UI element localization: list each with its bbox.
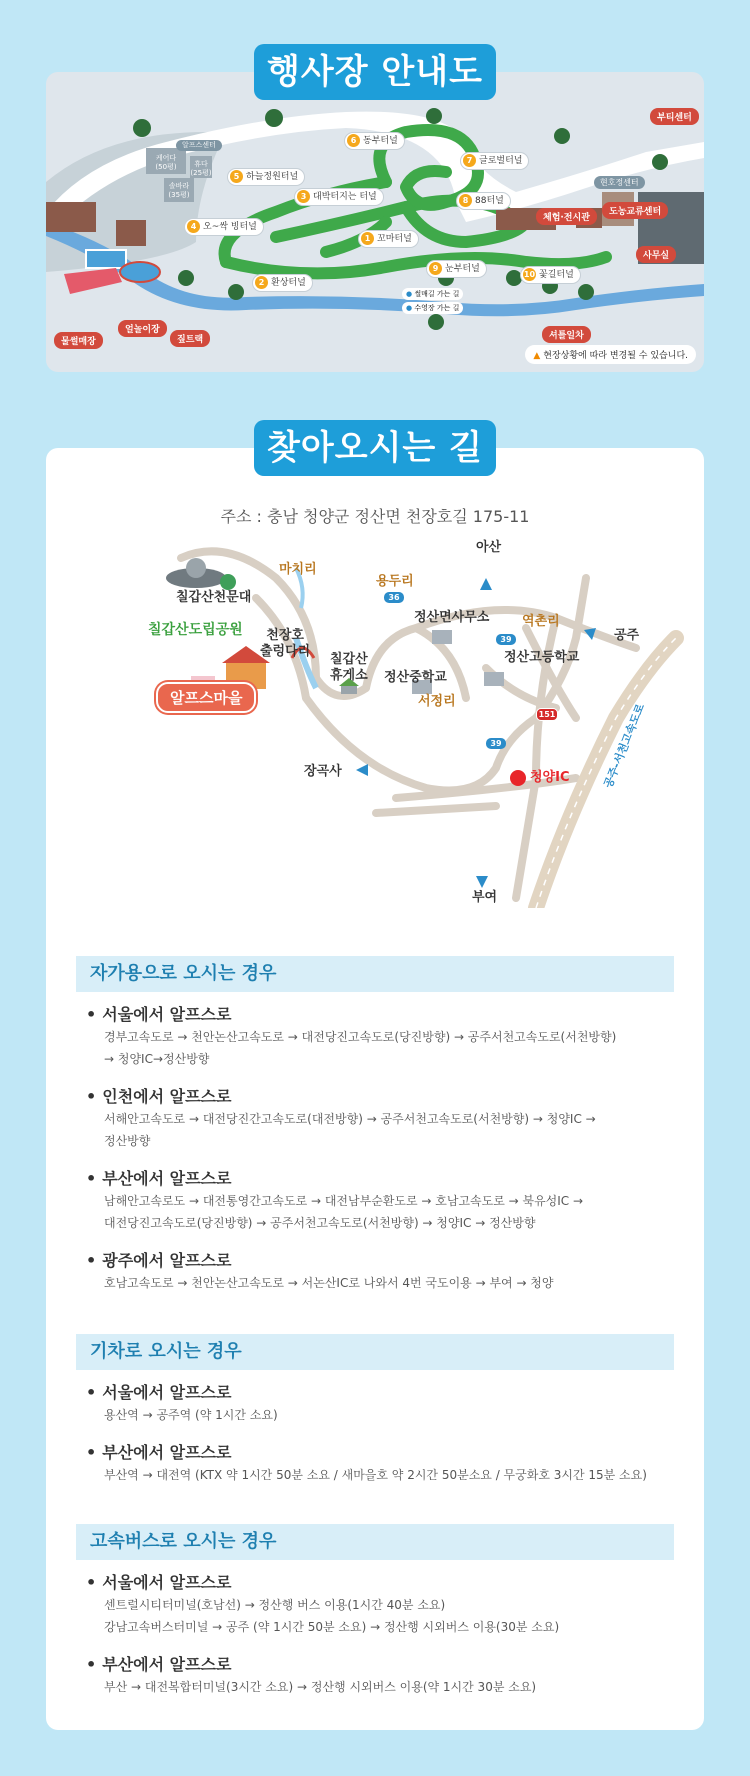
food-court-label: 현호정센터 (594, 176, 645, 189)
bus-route-title: • 서울에서 알프스로 (86, 1570, 231, 1593)
venue-map (46, 72, 704, 372)
change-notice: ▲ 현장상황에 따라 변경될 수 있습니다. (525, 345, 696, 364)
bus-section-heading: 고속버스로 오시는 경우 (76, 1524, 674, 1560)
gongju-label: 공주 (614, 628, 640, 643)
car-route-desc: 서해안고속도로 → 대전당진간고속도로(대전방향) → 공주서천고속도로(서천방향) → 청양IC → 정산방향 (104, 1112, 596, 1148)
hall-label: 휴다 (25평) (190, 160, 212, 177)
middle-school-label: 정산중학교 (384, 670, 447, 685)
warning-icon: ▲ (533, 351, 541, 361)
tunnel-label: 2 환상터널 (252, 274, 313, 292)
train-route-title: • 서울에서 알프스로 (86, 1380, 231, 1403)
alps-center-label: 알프스센터 (176, 140, 222, 151)
shuttle-label: 셔틀일차 (542, 326, 591, 343)
yeokchonri-label: 역촌리 (522, 614, 560, 629)
seojeongri-label: 서정리 (418, 694, 456, 709)
directions-card (46, 448, 704, 1730)
observatory-label: 칠갑산천문대 (176, 590, 252, 605)
train-section-heading: 기차로 오시는 경우 (76, 1334, 674, 1370)
janggoksa-label: 장곡사 (304, 764, 342, 779)
hall-label: 케어다 (50평) (155, 154, 177, 171)
machiri-label: 마치리 (279, 562, 317, 577)
hall-label: 솔바라 (35평) (168, 182, 190, 199)
car-route-title: • 광주에서 알프스로 (86, 1248, 231, 1271)
office-label: 사무실 (636, 246, 676, 263)
car-route-title: • 인천에서 알프스로 (86, 1084, 231, 1107)
park-label: 칠갑산도립공원 (148, 622, 243, 638)
tunnel-label: 10 꽃길터널 (520, 266, 581, 284)
expressway-label: 공주-서천고속도로 (601, 701, 648, 790)
bridge-label: 천장호 출렁다리 (260, 628, 311, 659)
train-route-desc: 부산역 → 대전역 (KTX 약 1시간 50분 소요 / 새마을호 약 2시간 50분소요 / 무궁화호 3시간 15분 소요) (104, 1468, 647, 1482)
route-39-sign: 39 (496, 634, 516, 645)
car-route-desc: 경부고속도로 → 천안논산고속도로 → 대전당진고속도로(당진방향) → 공주서천고속도로(서천방향) → 청양IC→정산방향 (104, 1030, 617, 1066)
bus-route-title: • 부산에서 알프스로 (86, 1652, 231, 1675)
tunnel-label: 8 88터널 (456, 192, 511, 210)
booth-center-label: 부티센터 (650, 108, 699, 125)
buyeo-label: 부여 (472, 890, 498, 905)
address: 주소 : 충남 청양군 정산면 천장호길 175-11 (220, 507, 530, 526)
farm-center-label: 도농교류센터 (602, 202, 668, 219)
tunnel-label: 4 오~싹 빙터널 (184, 218, 264, 236)
car-route-title: • 서울에서 알프스로 (86, 1002, 231, 1025)
tunnel-label: 3 대박터지는 터널 (294, 188, 384, 206)
route-39-sign: 39 (486, 738, 506, 749)
sled-rink-label: 물썰매장 (54, 332, 103, 349)
yongduri-label: 용두리 (376, 574, 414, 589)
train-route-title: • 부산에서 알프스로 (86, 1440, 231, 1463)
train-route-desc: 용산역 → 공주역 (약 1시간 소요) (104, 1408, 278, 1422)
tunnel-label: 7 글로벌터널 (460, 152, 529, 170)
township-office-label: 정산면사무소 (414, 610, 490, 625)
asan-label: 아산 (476, 540, 502, 555)
venue-map-title: 행사장 안내도 (254, 44, 496, 100)
bus-route-desc: 센트럴시티터미널(호남선) → 정산행 버스 이용(1시간 40분 소요) 강남고속버스터미널 → 공주 (약 1시간 50분 소요) → 정산행 시외버스 이용(30분 소요) (104, 1598, 560, 1634)
car-section-heading: 자가용으로 오시는 경우 (76, 956, 674, 992)
legend-item: ● 수영장 가는 길 (402, 302, 463, 314)
bus-route-desc: 부산 → 대전복합터미널(3시간 소요) → 정산행 시외버스 이용(약 1시간 30분 소요) (104, 1680, 537, 1694)
car-route-title: • 부산에서 알프스로 (86, 1166, 231, 1189)
car-route-desc: 호남고속도로 → 천안논산고속도로 → 서논산IC로 나와서 4번 국도이용 → 부여 → 청양 (104, 1276, 554, 1290)
cheongyang-ic-label: 청양IC (530, 770, 570, 785)
route-151-sign: 151 (536, 708, 558, 721)
route-36-sign: 36 (384, 592, 404, 603)
high-school-label: 정산고등학교 (504, 650, 580, 665)
tunnel-label: 9 눈부터널 (426, 260, 487, 278)
rest-area-label: 칠갑산 휴게소 (330, 652, 368, 683)
zipline-label: 짚트랙 (170, 330, 210, 347)
experience-hall-label: 체험·전시관 (536, 208, 597, 225)
tunnel-label: 5 하늘정원터널 (227, 168, 305, 186)
car-route-desc: 남해안고속로도 → 대전통영간고속도로 → 대전남부순환도로 → 호남고속도로 → 북유성IC → 대전당진고속도로(당진방향) → 공주서천고속도로(서천방향) → 청양IC → 정산방향 (104, 1194, 584, 1230)
alps-village-marker: 알프스마을 (156, 682, 256, 713)
tunnel-label: 1 꼬마터널 (358, 230, 419, 248)
ice-play-label: 얼놀이장 (118, 320, 167, 337)
legend-item: ● 썰매길 가는 길 (402, 288, 463, 300)
tunnel-label: 6 동부터널 (344, 132, 405, 150)
directions-map (136, 538, 696, 908)
directions-title: 찾아오시는 길 (254, 420, 496, 476)
